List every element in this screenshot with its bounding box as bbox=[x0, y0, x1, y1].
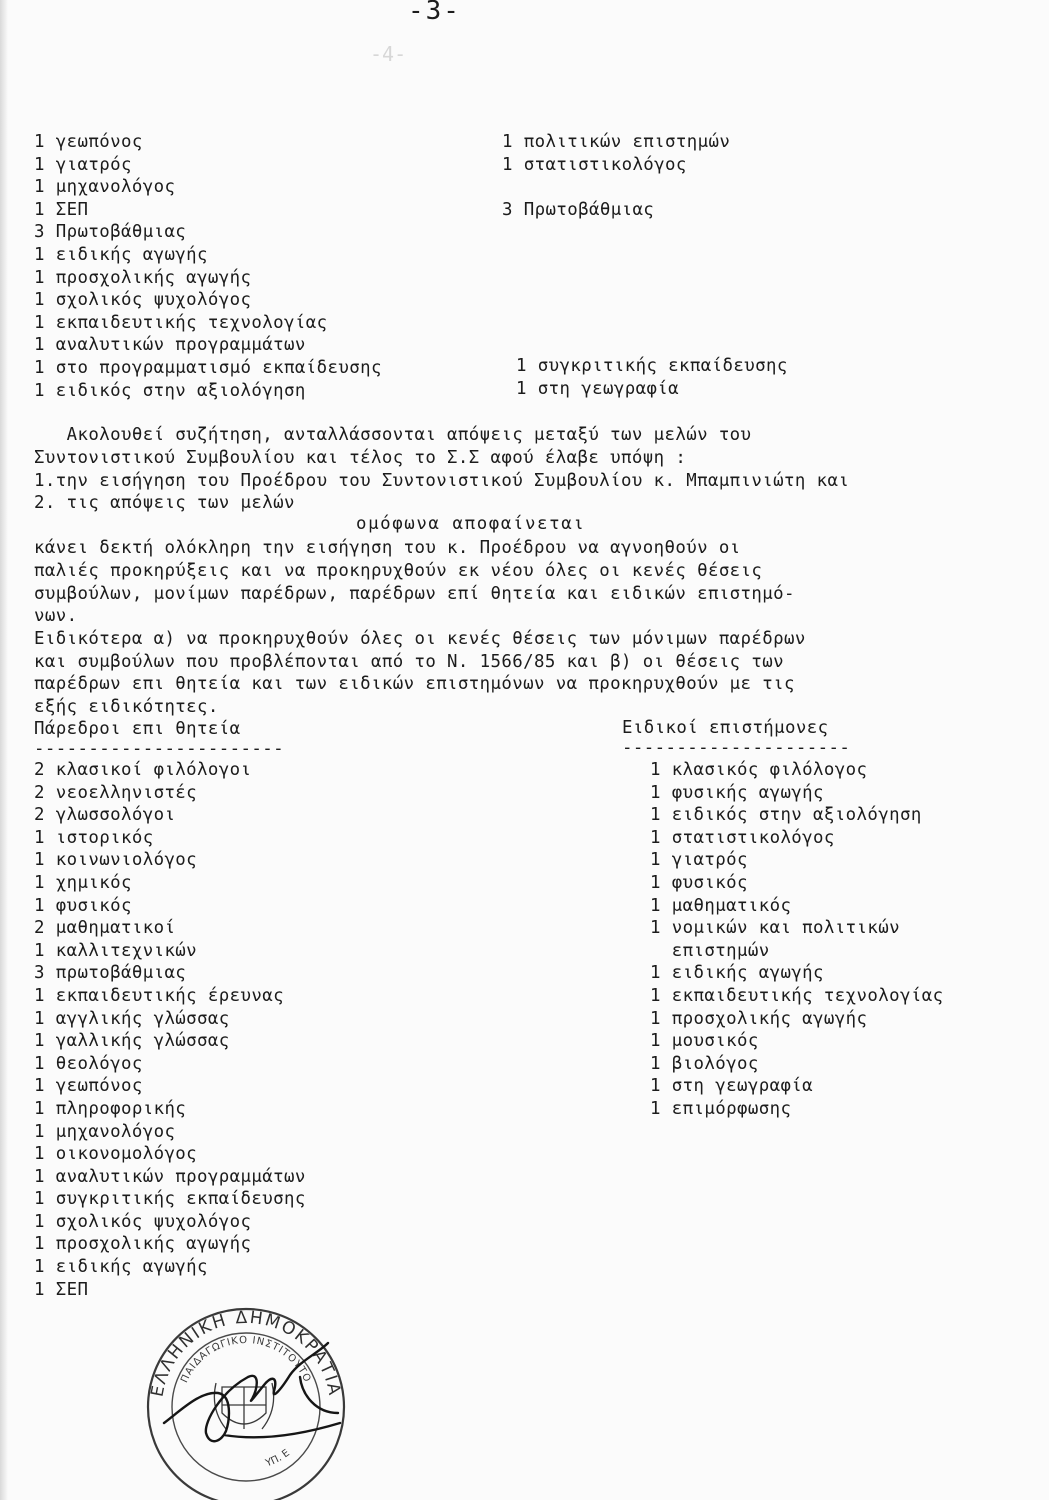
positions-list-left bbox=[34, 759, 306, 1301]
list-item: 1 γιατρός bbox=[34, 154, 132, 175]
list-item: 1 κλασικός φιλόλογος bbox=[650, 760, 868, 780]
column-header-left: Πάρεδροι επι θητεία bbox=[34, 719, 241, 739]
paragraph-line: εξής ειδικότητες. bbox=[34, 697, 219, 717]
list-item: 1 ιστορικός bbox=[34, 827, 154, 848]
header-rule-left: ----------------------- bbox=[34, 739, 285, 759]
paragraph-line: παλιές προκηρύξεις και να προκηρυχθούν εκ νέου όλες οι κενές θέσεις bbox=[34, 561, 763, 581]
header-rule-right: --------------------- bbox=[622, 738, 851, 758]
list-item: 2 νεοελληνιστές bbox=[34, 782, 198, 803]
list-item: 1 θεολόγος bbox=[34, 1053, 143, 1074]
paragraph-line: και συμβούλων που προβλέπονται από το Ν. 1566/85 και β) οι θέσεις των bbox=[34, 652, 785, 672]
list-item: 1 ΣΕΠ bbox=[34, 199, 89, 220]
seal-bottom-text: ΥΠ. Ε bbox=[264, 1447, 292, 1470]
list-item: 1 βιολόγος bbox=[650, 1053, 759, 1074]
list-item: 1 οικονομολόγος bbox=[34, 1144, 198, 1165]
paragraph-line: Ακολουθεί συζήτηση, ανταλλάσσονται απόψεις μεταξύ των μελών του bbox=[34, 425, 752, 445]
list-item: 1 σχολικός ψυχολόγος bbox=[34, 290, 252, 311]
list-item: 3 Πρωτοβάθμιας bbox=[34, 222, 187, 243]
list-item: 1 προσχολικής αγωγής bbox=[34, 267, 252, 288]
list-item: 3 πρωτοβάθμιας bbox=[34, 963, 187, 984]
column-header-right: Ειδικοί επιστήμονες bbox=[622, 718, 829, 738]
coat-of-arms-icon bbox=[214, 1383, 273, 1429]
list-item: 1 ειδικός στην αξιολόγηση bbox=[34, 380, 306, 401]
list-item: 1 μουσικός bbox=[650, 1031, 759, 1052]
top-list-right-item: 1 στη γεωγραφία bbox=[516, 379, 680, 399]
list-item bbox=[502, 176, 730, 199]
list-item: 1 πληροφορικής bbox=[34, 1098, 187, 1119]
official-seal bbox=[140, 1295, 350, 1500]
paragraph-line: συμβούλων, μονίμων παρέδρων, παρέδρων επί θητεία και ειδικών επιστημό- bbox=[34, 584, 795, 604]
page-edge-shadow bbox=[0, 0, 8, 1500]
list-item: 1 σχολικός ψυχολόγος bbox=[34, 1211, 252, 1232]
list-item: 1 ειδικής αγωγής bbox=[650, 963, 824, 984]
list-item: 1 εκπαιδευτικής τεχνολογίας bbox=[650, 985, 944, 1006]
list-item: 1 φυσικής αγωγής bbox=[650, 782, 824, 803]
list-item: 3 Πρωτοβάθμιας bbox=[502, 199, 655, 220]
paragraph-line: παρέδρων επι θητεία και των ειδικών επιστημόνων να προκηρυχθούν με τις bbox=[34, 674, 795, 694]
list-item: 1 μαθηματικός bbox=[650, 895, 792, 916]
paragraph-line: Συντονιστικού Συμβουλίου και τέλος το Σ.Σ αφού έλαβε υπόψη : bbox=[34, 448, 687, 468]
list-item: 2 γλωσσολόγοι bbox=[34, 805, 176, 826]
list-item: 1 προσχολικής αγωγής bbox=[650, 1008, 868, 1029]
paragraph-line: Ειδικότερα α) να προκηρυχθούν όλες οι κενές θέσεις των μόνιμων παρέδρων bbox=[34, 629, 806, 649]
paragraph-line: 2. τις απόψεις των μελών bbox=[34, 493, 295, 513]
top-list-right-item: 1 συγκριτικής εκπαίδευσης bbox=[516, 356, 788, 376]
list-item: 1 στο προγραμματισμό εκπαίδευσης bbox=[34, 357, 382, 378]
list-item: 1 γιατρός bbox=[650, 850, 748, 871]
list-item: 1 στη γεωγραφία bbox=[650, 1076, 814, 1097]
page-number: -3- bbox=[408, 0, 461, 26]
seal-inner-ring bbox=[172, 1333, 320, 1481]
list-item: 1 αναλυτικών προγραμμάτων bbox=[34, 1166, 306, 1187]
list-item: 1 μηχανολόγος bbox=[34, 1121, 176, 1142]
list-item: 1 μηχανολόγος bbox=[34, 177, 176, 198]
list-item: 1 αναλυτικών προγραμμάτων bbox=[34, 335, 306, 356]
list-item: 1 εκπαιδευτικής έρευνας bbox=[34, 985, 285, 1006]
list-item: 1 φυσικός bbox=[34, 895, 132, 916]
list-item: 1 ΣΕΠ bbox=[34, 1279, 89, 1300]
list-item: 1 πολιτικών επιστημών bbox=[502, 132, 731, 152]
list-item: 1 φυσικός bbox=[650, 872, 748, 893]
list-item: 1 ειδικός στην αξιολόγηση bbox=[650, 805, 922, 826]
paragraph-line: νων. bbox=[34, 606, 78, 626]
list-item: 2 κλασικοί φιλόλογοι bbox=[34, 760, 252, 780]
list-item: 1 εκπαιδευτικής τεχνολογίας bbox=[34, 312, 328, 333]
list-item: 1 χημικός bbox=[34, 872, 132, 893]
list-item: 2 μαθηματικοί bbox=[34, 918, 176, 939]
seal-outer-text: ΕΛΛΗΝΙΚΗ ΔΗΜΟΚΡΑΤΙΑ bbox=[147, 1307, 345, 1399]
list-item: 1 γεωπόνος bbox=[34, 132, 143, 152]
decision-heading: ομόφωνα αποφαίνεται bbox=[356, 514, 586, 534]
list-item: 1 ειδικής αγωγής bbox=[34, 244, 208, 265]
top-list-right bbox=[502, 131, 730, 221]
list-item: 1 κοινωνιολόγος bbox=[34, 850, 198, 871]
list-item: επιστημών bbox=[650, 940, 770, 961]
top-list-left bbox=[34, 131, 382, 402]
list-item: 1 καλλιτεχνικών bbox=[34, 940, 198, 961]
seal-inner-text: ΠΑΙΔΑΓΩΓΙΚΟ ΙΝΣΤΙΤΟΥΤΟ bbox=[179, 1334, 313, 1385]
list-item: 1 στατιστικολόγος bbox=[650, 827, 835, 848]
paragraph-line: κάνει δεκτή ολόκληρη την εισήγηση του κ. Προέδρου να αγνοηθούν οι bbox=[34, 538, 741, 558]
positions-list-right bbox=[650, 759, 944, 1121]
list-item: 1 γεωπόνος bbox=[34, 1076, 143, 1097]
list-item: 1 γαλλικής γλώσσας bbox=[34, 1031, 230, 1052]
list-item: 1 συγκριτικής εκπαίδευσης bbox=[34, 1189, 306, 1210]
list-item: 1 νομικών και πολιτικών bbox=[650, 918, 901, 939]
bleed-through-page-number: -4- bbox=[370, 42, 407, 66]
paragraph-line: 1.την εισήγηση του Προέδρου του Συντονιστικού Συμβουλίου κ. Μπαμπινιώτη και bbox=[34, 471, 850, 491]
list-item: 1 στατιστικολόγος bbox=[502, 154, 687, 175]
list-item: 1 προσχολικής αγωγής bbox=[34, 1234, 252, 1255]
list-item: 1 ειδικής αγωγής bbox=[34, 1257, 208, 1278]
list-item: 1 επιμόρφωσης bbox=[650, 1098, 792, 1119]
list-item: 1 αγγλικής γλώσσας bbox=[34, 1008, 230, 1029]
